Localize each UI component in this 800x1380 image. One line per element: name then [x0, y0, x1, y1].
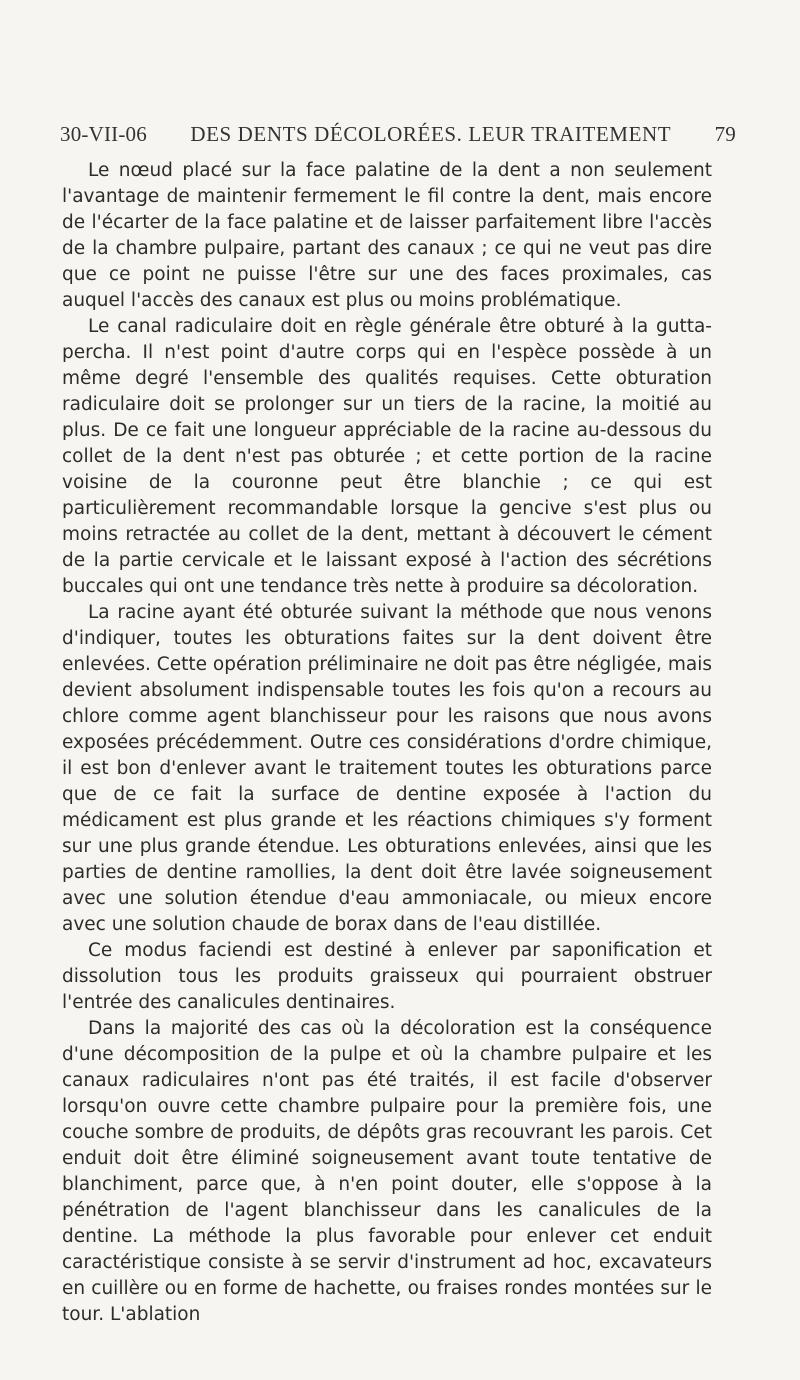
running-head [60, 122, 736, 147]
body-text [62, 158, 712, 1328]
header-title: DES DENTS DÉCOLORÉES. LEUR TRAITEMENT [190, 122, 672, 146]
paragraph-1: Le nœud placé sur la face palatine de la dent a non seulement l'avantage de maintenir fermement le fil contre la dent, mais encore de l'écarter de la face palatine et de laisser parfaitement libre l'accès de la chambre pulpaire, partant des canaux ; ce qui ne veut pas dire que ce point ne puisse l'être sur une des faces proximales, cas auquel l'accès des canaux est plus ou moins problématique. [62, 160, 712, 311]
paragraph-2: Le canal radiculaire doit en règle générale être obturé à la gutta-percha. Il n'est point d'autre corps qui en l'espèce possède à un même degré l'ensemble des qualités requises. Cette obturation radiculaire doit se prolonger sur un tiers de la racine, la moitié au plus. De ce fait une longueur appréciable de la racine au-dessous du collet de la dent n'est pas obturée ; et cette portion de la racine voisine de la couronne peut être blanchie ; ce qui est particulièrement recommandable lorsque la gencive s'est plus ou moins retractée au collet de la dent, mettant à découvert le cément de la partie cervicale et le laissant exposé à l'action des sécrétions buccales qui ont une tendance très nette à produire sa décoloration. [62, 316, 712, 597]
header-date: 30-VII-06 [60, 122, 147, 146]
paragraph-4: Ce modus faciendi est destiné à enlever par saponification et dissolution tous les produits graisseux qui pourraient obstruer l'entrée des canalicules dentinaires. [62, 940, 712, 1013]
paragraph-3: La racine ayant été obturée suivant la méthode que nous venons d'indiquer, toutes les obturations faites sur la dent doivent être enlevées. Cette opération préliminaire ne doit pas être négligée, mais devient absolument indispensable toutes les fois qu'on a recours au chlore comme agent blanchisseur pour les raisons que nous avons exposées précédemment. Outre ces considérations d'ordre chimique, il est bon d'enlever avant le traitement toutes les obturations parce que de ce fait la surface de dentine exposée à l'action du médicament est plus grande et les réactions chimiques s'y forment sur une plus grande étendue. Les obturations enlevées, ainsi que les parties de dentine ramollies, la dent doit être lavée soigneusement avec une solution étendue d'eau ammoniacale, ou mieux encore avec une solution chaude de borax dans de l'eau distillée. [62, 602, 712, 935]
paragraph-5: Dans la majorité des cas où la décoloration est la conséquence d'une décomposition de la pulpe et où la chambre pulpaire et les canaux radiculaires n'ont pas été traités, il est facile d'observer lorsqu'on ouvre cette chambre pulpaire pour la première fois, une couche sombre de produits, de dépôts gras recouvrant les parois. Cet enduit doit être éliminé soigneusement avant toute tentative de blanchiment, parce que, à n'en point douter, elle s'oppose à la pénétration de l'agent blanchisseur dans les canalicules de la dentine. La méthode la plus favorable pour enlever cet enduit caractéristique consiste à se servir d'instrument ad hoc, excavateurs en cuillère ou en forme de hachette, ou fraises rondes montées sur le tour. L'ablation [62, 1018, 712, 1325]
page-number: 79 [714, 122, 736, 146]
